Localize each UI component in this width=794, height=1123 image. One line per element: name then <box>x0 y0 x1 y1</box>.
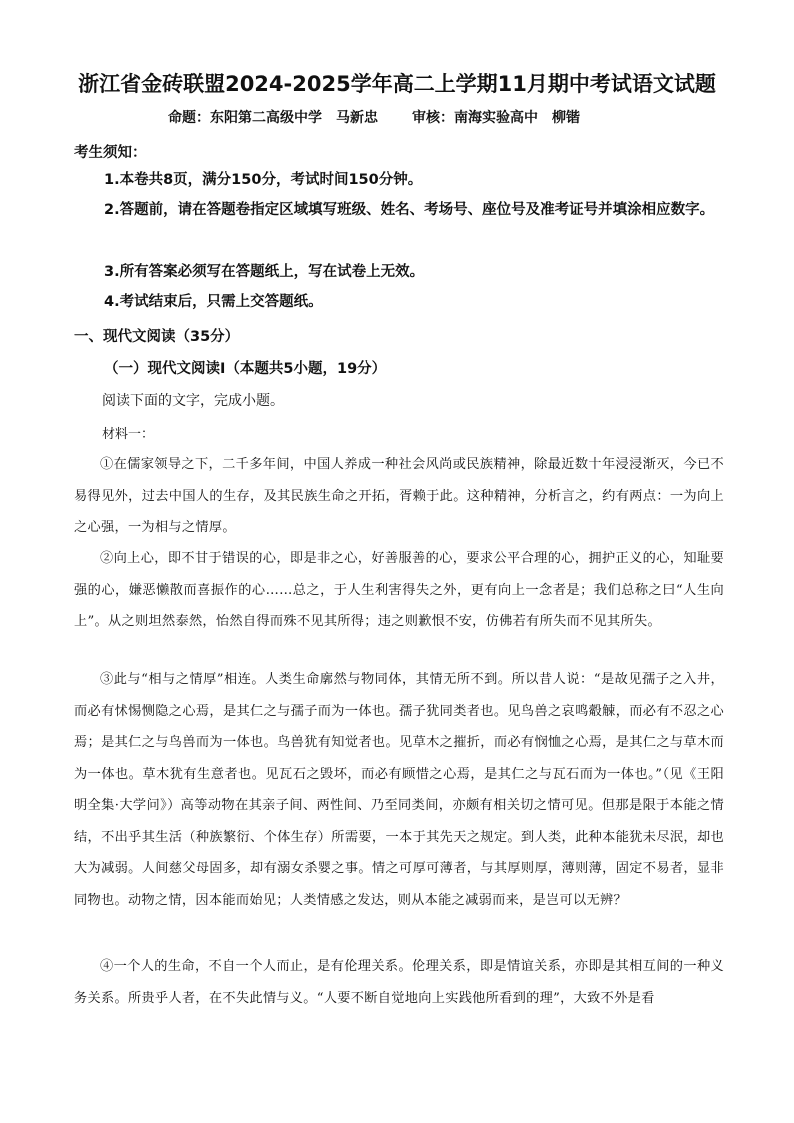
notice-item: 1.本卷共8页，满分150分，考试时间150分钟。 <box>104 172 423 188</box>
paragraph: ④一个人的生命，不自一个人而止，是有伦理关系。伦理关系，即是情谊关系，亦即是其相互间的一种义务关系。所贵乎人者，在不失此情与义。“人要不断自觉地向上实践他所看到的理”，大致不外是看 <box>74 959 724 1006</box>
reviewer-label: 审核：南海实验高中 <box>412 110 538 126</box>
document-title: 浙江省金砖联盟2024-2025学年高二上学期11月期中考试语文试题 <box>78 72 716 96</box>
notice-heading: 考生须知： <box>74 145 147 161</box>
paragraph: ②向上心，即不甘于错误的心，即是非之心，好善服善的心，要求公平合理的心，拥护正义的心，知耻要强的心，嫌恶懒散而喜振作的心……总之，于人生利害得失之外，更有向上一念者是；我们总称之曰“人生向上”。从之则坦然泰然，怡然自得而殊不见其所得；违之则歉恨不安，仿佛若有所失而不见其所失。 <box>74 551 724 629</box>
paragraph: ①在儒家领导之下，二千多年间，中国人养成一种社会风尚或民族精神，除最近数十年浸浸渐灭，今已不易得见外，过去中国人的生存，及其民族生命之开拓，胥赖于此。这种精神，分析言之，约有两点：一为向上之心强，一为相与之情厚。 <box>74 457 724 535</box>
notice-item: 3.所有答案必须写在答题纸上，写在试卷上无效。 <box>104 264 425 280</box>
setter-name: 马新忠 <box>336 110 378 126</box>
subsection-title: （一）现代文阅读Ⅰ（本题共5小题，19分） <box>104 361 387 377</box>
reading-instruction: 阅读下面的文字，完成小题。 <box>102 393 284 409</box>
reviewer-name: 柳锴 <box>552 110 580 126</box>
section-title: 一、现代文阅读（35分） <box>74 329 240 345</box>
paragraph: ③此与“相与之情厚”相连。人类生命廓然与物同体，其情无所不到。所以昔人说：“是故见孺子之入井，而必有怵惕恻隐之心焉，是其仁之与孺子而为一体也。孺子犹同类者也。见鸟兽之哀鸣觳觫，而必有不忍之心焉；是其仁之与鸟兽而为一体也。鸟兽犹有知觉者也。见草木之摧折，而必有悯恤之心焉，是其仁之与草木而为一体也。草木犹有生意者也。见瓦石之毁坏，而必有顾惜之心焉，是其仁之与瓦石而为一体也。”（见《王阳明全集·大学问》）高等动物在其亲子间、两性间、乃至同类间，亦颇有相关切之情可见。但那是限于本能之情结，不出乎其生活（种族繁衍、个体生存）所需要，一本于其先天之规定。到人类，此种本能犹未尽泯，却也大为减弱。人间慈父母固多，却有溺女杀婴之事。情之可厚可薄者，与其厚则厚，薄则薄，固定不易者，显非同物也。动物之情，因本能而始见；人类情感之发达，则从本能之减弱而来，是岂可以无辨？ <box>74 672 724 908</box>
authors-line <box>168 107 580 127</box>
notice-item: 4.考试结束后，只需上交答题纸。 <box>104 294 323 310</box>
notice-item: 2.答题前，请在答题卷指定区域填写班级、姓名、考场号、座位号及准考证号并填涂相应数字。 <box>104 202 715 218</box>
setter-label: 命题：东阳第二高级中学 <box>168 110 322 126</box>
material-label: 材料一： <box>102 427 155 442</box>
